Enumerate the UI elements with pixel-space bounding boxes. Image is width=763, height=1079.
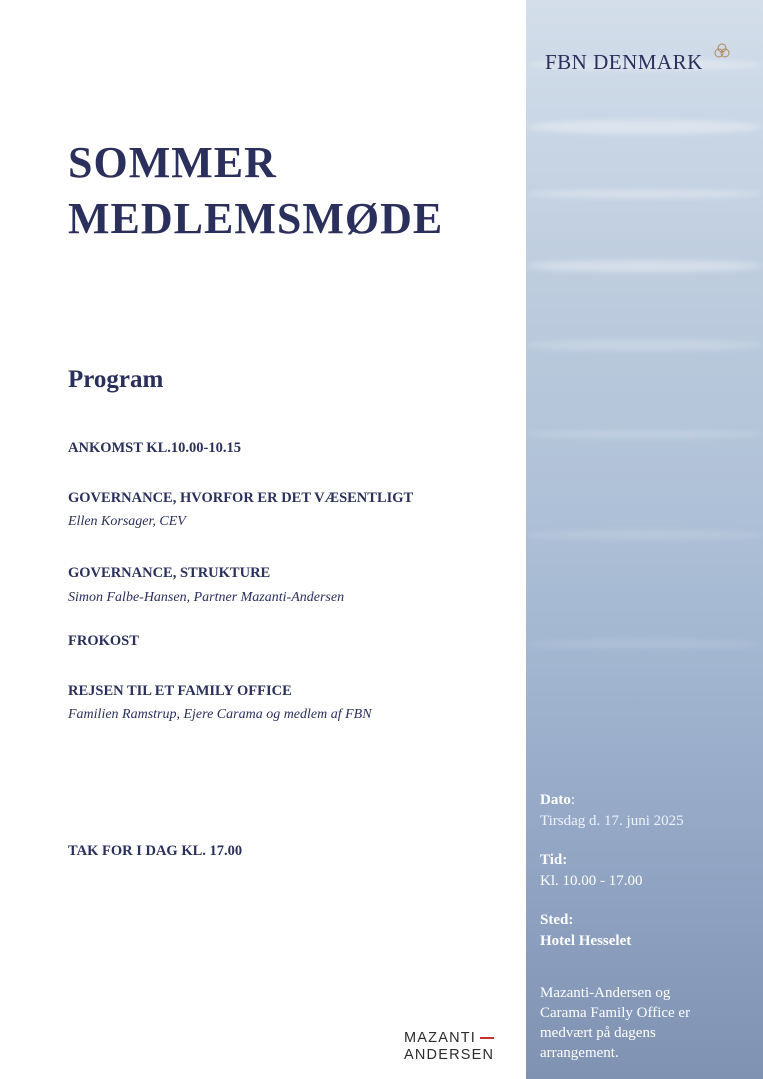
agenda-item-closing: TAK FOR I DAG KL. 17.00 [68, 843, 243, 859]
agenda-item-arrival: ANKOMST KL.10.00-10.15 [68, 440, 241, 456]
host-note [540, 983, 690, 1063]
date-value: Tirsdag d. 17. juni 2025 [540, 813, 684, 829]
agenda-item-governance-structure: GOVERNANCE, STRUKTURE [68, 565, 271, 581]
title-line-1: SOMMER [68, 138, 277, 187]
agenda-item-family-office: REJSEN TIL ET FAMILY OFFICE [68, 683, 292, 699]
agenda-item-governance-why: GOVERNANCE, HVORFOR ER DET VÆSENTLIGT [68, 490, 414, 506]
logo-dash-icon [480, 1037, 494, 1039]
mazanti-andersen-logo [404, 1030, 494, 1064]
time-value: Kl. 10.00 - 17.00 [540, 873, 643, 889]
place-label: Sted: [540, 912, 574, 928]
sponsor-logo-line-2: ANDERSEN [404, 1047, 495, 1063]
event-title [68, 135, 443, 247]
date-label-text: Dato [540, 792, 571, 808]
host-note-line: medvært på dagens [540, 1025, 656, 1041]
agenda-speaker-governance-why: Ellen Korsager, CEV [68, 514, 186, 529]
water-ripple [526, 120, 763, 134]
date-label [540, 790, 575, 810]
host-note-line: Carama Family Office er [540, 1005, 691, 1021]
program-heading: Program [68, 366, 164, 393]
place-value: Hotel Hesselet [540, 933, 632, 949]
water-ripple [526, 340, 763, 350]
water-ripple [526, 530, 763, 540]
water-ripple [526, 640, 763, 648]
agenda-item-lunch: FROKOST [68, 633, 139, 649]
title-line-2: MEDLEMSMØDE [68, 194, 444, 243]
water-ripple [526, 260, 763, 272]
water-ripple [526, 190, 763, 198]
agenda-speaker-governance-structure: Simon Falbe-Hansen, Partner Mazanti-Andersen [68, 590, 345, 605]
host-note-line: Mazanti-Andersen og [540, 985, 671, 1001]
three-rings-icon [713, 42, 731, 60]
host-note-line: arrangement. [540, 1045, 619, 1061]
agenda-speaker-family-office: Familien Ramstrup, Ejere Carama og medlem af FBN [68, 707, 372, 722]
fbn-denmark-logo: FBN DENMARK [545, 50, 703, 74]
sponsor-logo-line-1: MAZANTI [404, 1030, 477, 1046]
time-label: Tid: [540, 852, 568, 868]
date-label-colon: : [570, 792, 575, 808]
water-ripple [526, 430, 763, 438]
